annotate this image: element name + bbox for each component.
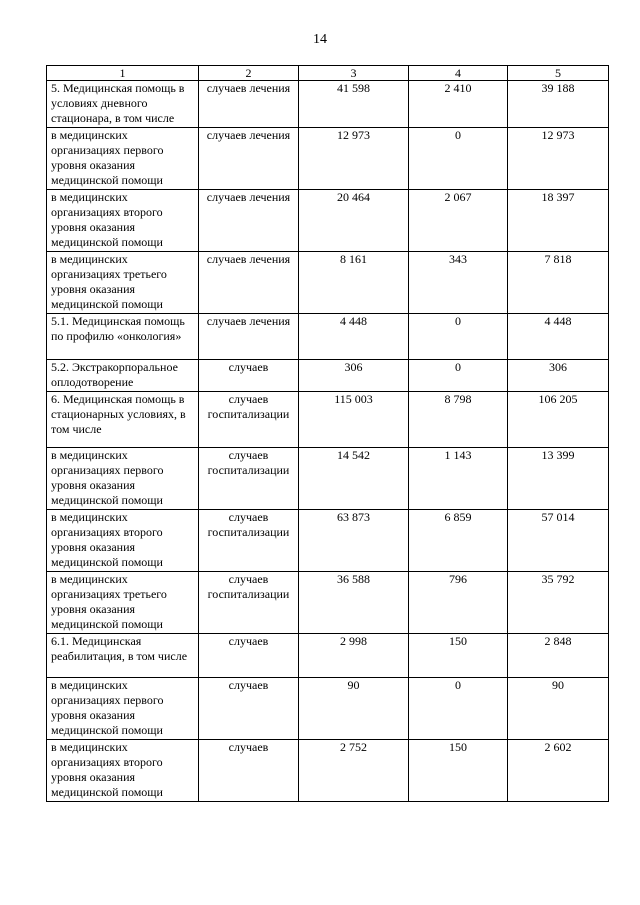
row-value-3: 306 [299, 360, 409, 392]
row-value-5: 57 014 [508, 510, 609, 572]
row-value-4: 8 798 [409, 392, 508, 448]
row-value-3: 41 598 [299, 81, 409, 128]
column-number-row [47, 66, 609, 81]
row-unit: случаев госпитализации [199, 572, 299, 634]
row-value-5: 35 792 [508, 572, 609, 634]
row-value-4: 0 [409, 128, 508, 190]
row-value-3: 14 542 [299, 448, 409, 510]
row-name: в медицинских организациях первого уровня оказания медицинской помощи [47, 678, 199, 740]
row-value-4: 796 [409, 572, 508, 634]
row-name: 6. Медицинская помощь в стационарных условиях, в том числе [47, 392, 199, 448]
table-row [47, 128, 609, 190]
data-table [46, 65, 609, 802]
row-name: 5. Медицинская помощь в условиях дневного стационара, в том числе [47, 81, 199, 128]
row-unit: случаев [199, 678, 299, 740]
column-header: 1 [47, 66, 199, 81]
row-unit: случаев лечения [199, 252, 299, 314]
row-value-3: 63 873 [299, 510, 409, 572]
row-unit: случаев [199, 740, 299, 802]
row-value-4: 1 143 [409, 448, 508, 510]
row-value-3: 115 003 [299, 392, 409, 448]
table-row [47, 252, 609, 314]
row-value-3: 12 973 [299, 128, 409, 190]
row-value-5: 13 399 [508, 448, 609, 510]
row-value-3: 8 161 [299, 252, 409, 314]
table-row [47, 634, 609, 678]
row-value-4: 2 067 [409, 190, 508, 252]
row-value-3: 20 464 [299, 190, 409, 252]
row-value-4: 6 859 [409, 510, 508, 572]
row-value-4: 0 [409, 360, 508, 392]
row-value-5: 106 205 [508, 392, 609, 448]
row-unit: случаев лечения [199, 190, 299, 252]
table-row [47, 572, 609, 634]
row-name: в медицинских организациях второго уровня оказания медицинской помощи [47, 510, 199, 572]
row-value-4: 343 [409, 252, 508, 314]
row-value-3: 90 [299, 678, 409, 740]
column-header: 2 [199, 66, 299, 81]
row-name: 5.2. Экстракорпоральное оплодотворение [47, 360, 199, 392]
row-value-4: 150 [409, 634, 508, 678]
table-row [47, 740, 609, 802]
table-row [47, 190, 609, 252]
column-header: 5 [508, 66, 609, 81]
row-unit: случаев госпитализации [199, 448, 299, 510]
row-unit: случаев госпитализации [199, 392, 299, 448]
table-row [47, 678, 609, 740]
row-value-5: 18 397 [508, 190, 609, 252]
row-name: в медицинских организациях первого уровня оказания медицинской помощи [47, 128, 199, 190]
table-row [47, 81, 609, 128]
table-row [47, 510, 609, 572]
row-value-3: 36 588 [299, 572, 409, 634]
row-value-4: 0 [409, 678, 508, 740]
row-name: в медицинских организациях второго уровня оказания медицинской помощи [47, 190, 199, 252]
table-row [47, 360, 609, 392]
page-number: 14 [313, 32, 327, 47]
table-row [47, 448, 609, 510]
column-header: 4 [409, 66, 508, 81]
column-header: 3 [299, 66, 409, 81]
row-unit: случаев [199, 634, 299, 678]
row-name: в медицинских организациях третьего уровня оказания медицинской помощи [47, 572, 199, 634]
row-value-5: 7 818 [508, 252, 609, 314]
row-value-5: 4 448 [508, 314, 609, 360]
row-value-3: 2 752 [299, 740, 409, 802]
row-value-4: 0 [409, 314, 508, 360]
row-value-5: 2 602 [508, 740, 609, 802]
row-value-3: 4 448 [299, 314, 409, 360]
row-name: 5.1. Медицинская помощь по профилю «онкология» [47, 314, 199, 360]
table-row [47, 392, 609, 448]
row-value-3: 2 998 [299, 634, 409, 678]
row-name: в медицинских организациях второго уровня оказания медицинской помощи [47, 740, 199, 802]
row-name: в медицинских организациях третьего уровня оказания медицинской помощи [47, 252, 199, 314]
row-unit: случаев [199, 360, 299, 392]
row-value-5: 90 [508, 678, 609, 740]
row-value-5: 2 848 [508, 634, 609, 678]
row-value-5: 12 973 [508, 128, 609, 190]
row-unit: случаев лечения [199, 81, 299, 128]
row-value-5: 39 188 [508, 81, 609, 128]
row-unit: случаев лечения [199, 314, 299, 360]
table-row [47, 314, 609, 360]
row-value-4: 2 410 [409, 81, 508, 128]
row-name: в медицинских организациях первого уровня оказания медицинской помощи [47, 448, 199, 510]
row-unit: случаев лечения [199, 128, 299, 190]
row-value-4: 150 [409, 740, 508, 802]
row-value-5: 306 [508, 360, 609, 392]
row-unit: случаев госпитализации [199, 510, 299, 572]
row-name: 6.1. Медицинская реабилитация, в том числе [47, 634, 199, 678]
